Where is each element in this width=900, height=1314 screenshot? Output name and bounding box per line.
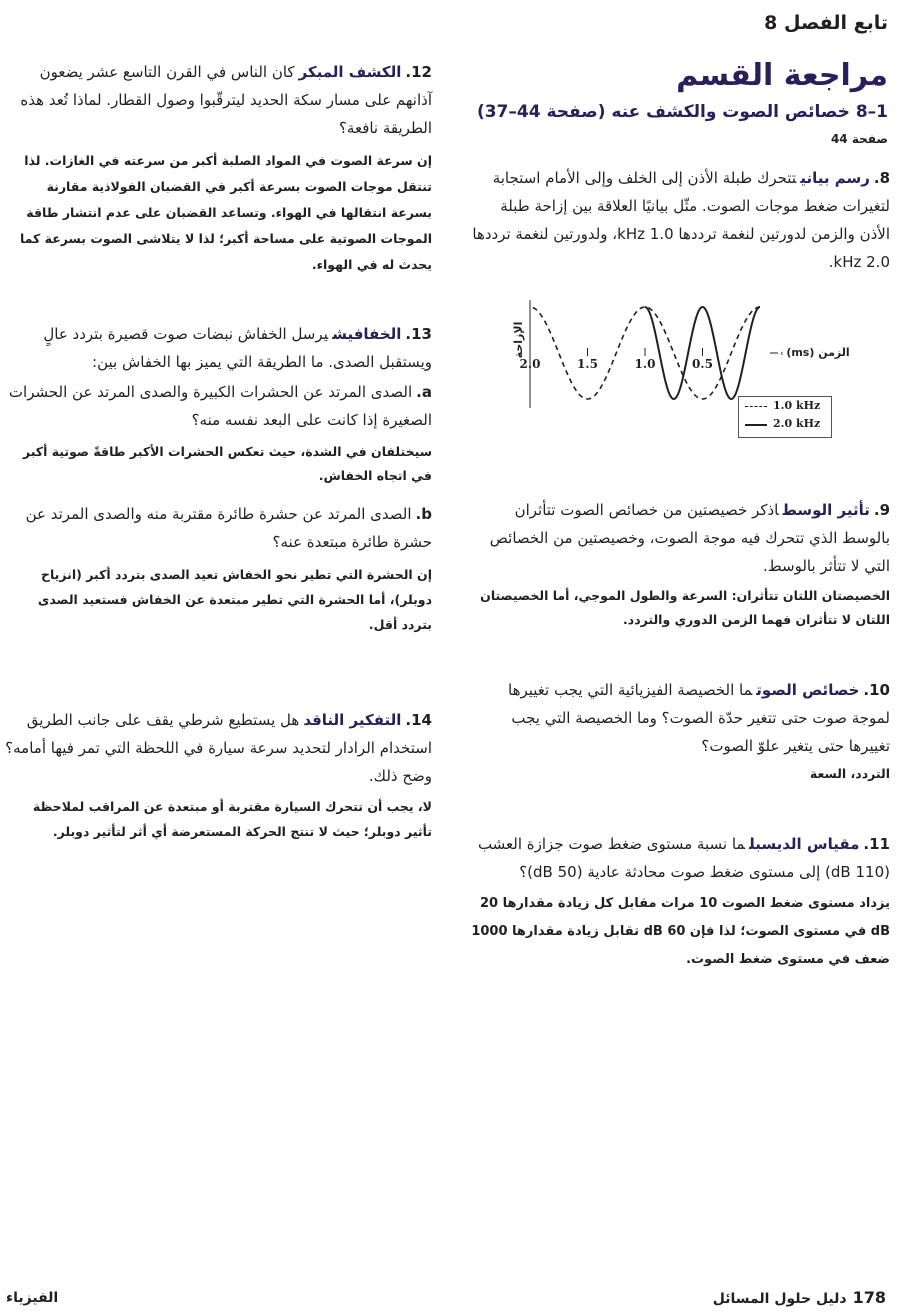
question-text: كان الناس في القرن التاسع عشر يضعون آذانهم على مسار سكة الحديد ليترقّبوا وصول القطار. لماذا تُعد هذه الطريقة نافعة؟ [20,63,432,137]
question-8 [470,164,890,276]
question-number: 9. [873,501,890,519]
question-number: 8. [873,169,890,187]
legend-label: 1.0 kHz [773,399,821,412]
legend-dash-swatch [745,406,767,407]
question-text: ما نسبة مستوى ضغط صوت جزازة العشب (110 dB) إلى مستوى ضغط صوت محادثة عادية (50 dB)؟ [477,835,890,881]
question-keyword: التفكير الناقد [303,711,402,729]
question-keyword: مقياس الديسبل [749,835,860,853]
question-text: يرسل الخفاش نبضات صوت قصيرة بتردد عالٍ ويستقبل الصدى. ما الطريقة التي يميز بها الخفاش بين: [43,325,432,371]
legend-label: 2.0 kHz [773,417,821,430]
x-tick-label: 1.0 [634,357,656,371]
footer-page [713,1288,886,1307]
question-text: تتحرك طبلة الأذن إلى الخلف وإلى الأمام استجابة لتغيرات ضغط موجات الصوت. مثّل بيانيًا العلاقة بين إزاحة طبلة الأذن والزمن لدورتين لنغمة ترددها 1.0 kHz، ولدورتين لنغمة ترددها 2.0 kHz. [472,169,890,271]
sub-question-text: الصدى المرتد عن حشرة طائرة مقتربة منه والصدى المرتد عن حشرة طائرة مبتعدة عنه؟ [25,505,432,551]
sub-question-text: الصدى المرتد عن الحشرات الكبيرة والصدى المرتد عن الحشرات الصغيرة إذا كانت على البعد نفسه منه؟ [8,383,432,429]
question-9 [470,496,890,632]
legend-item-1khz [739,397,831,415]
footer-subject: الفيزياء [6,1290,59,1306]
footer-label: دليل حلول المسائل [712,1291,847,1307]
question-number: 14. [405,711,432,729]
section-page-ref: صفحة 44 [830,132,888,146]
question-13 [4,320,432,637]
answer-text: إن الحشرة التي تطير نحو الخفاش تعيد الصدى بتردد أكبر (انزياح دوبلر)، أما الحشرة التي تطير مبتعدة عن الخفاش فستعيد الصدى بتردد أقل. [37,567,432,632]
question-number: 11. [863,835,890,853]
x-axis-arrow-head: ‹ [780,349,784,359]
question-number: 13. [405,325,432,343]
x-tick-label: 0.5 [692,357,713,371]
question-keyword: خصائص الصوت [756,681,860,699]
answer-text: يزداد مستوى ضغط الصوت 10 مرات مقابل كل زيادة مقدارها 20 dB في مستوى الصوت؛ لذا فإن 60 dB تقابل زيادة مقدارها 1000 ضعف في مستوى ضغط الصوت. [471,896,890,967]
answer-text: التردد، السعة [809,766,890,781]
y-axis-label: الإزاحة [512,321,525,359]
question-13b [4,500,432,556]
question-text: هل يستطيع شرطي يقف على جانب الطريق استخدام الرادار لتحديد سرعة سيارة في اللحظة التي تمر فيها أمامه؟ وضح ذلك. [5,711,432,785]
question-text: ما الخصيصة الفيزيائية التي يجب تغييرها لموجة صوت حتى تتغير حدّة الصوت؟ وما الخصيصة التي يجب تغييرها حتى يتغير علوّ الصوت؟ [508,681,890,755]
question-keyword: الخفافيش [332,325,402,343]
question-13a [4,378,432,434]
answer-text: سيختلفان في الشدة، حيث تعكس الحشرات الأكبر طاقةً صوتية أكبر في اتجاه الخفاش. [22,444,432,483]
sub-letter: b. [415,505,432,523]
question-14 [4,706,432,844]
question-11 [470,830,890,974]
chapter-heading: تابع الفصل 8 [764,12,888,34]
section-title: مراجعة القسم [676,58,888,93]
question-12 [4,58,432,278]
answer-text: إن سرعة الصوت في المواد الصلبة أكبر من سرعته في الغازات. لذا تنتقل موجات الصوت بسرعة أكبر في القضبان الفولاذية مقارنة بسرعة انتقالها في الهواء. وتساعد القضبان على عدم انتشار طاقة الموجات الصوتية على مساحة أكبر؛ لذا لا يتلاشى الصوت بسرعة كما يحدث له في الهواء. [19,153,432,272]
question-keyword: الكشف المبكر [298,63,402,81]
question-10 [470,676,890,786]
answer-text: لا، يجب أن تتحرك السيارة مقتربة أو مبتعدة عن المراقب لملاحظة تأثير دوبلر؛ حيث لا تنتج الحركة المستعرضة أي أثر لتأثير دوبلر. [32,799,432,839]
question-number: 12. [405,63,432,81]
legend-solid-swatch [745,424,767,426]
question-keyword: رسم بياني [800,169,870,187]
legend-item-2khz [739,415,831,433]
x-axis-label: الزمن (ms) [786,346,850,359]
question-text: اذكر خصيصتين من خصائص الصوت تتأثران بالوسط الذي تتحرك فيه موجة الصوت، وخصيصتين من الخصائص التي لا تتأثر بالوسط. [489,501,890,575]
page-number: 178 [852,1288,886,1307]
question-number: 10. [863,681,890,699]
x-tick-label: 1.5 [577,357,598,371]
sub-letter: a. [416,383,432,401]
answer-text: الخصيصتان اللتان تتأثران: السرعة والطول الموجي، أما الخصيصتان اللتان لا تتأثران فهما الزمن الدوري والتردد. [480,588,890,627]
chart-legend [738,396,832,438]
question-keyword: تأثير الوسط [782,501,870,519]
x-tick-label: 2.0 [519,357,541,371]
section-subtitle: 1–8 خصائص الصوت والكشف عنه (صفحة 44–37) [476,102,888,122]
